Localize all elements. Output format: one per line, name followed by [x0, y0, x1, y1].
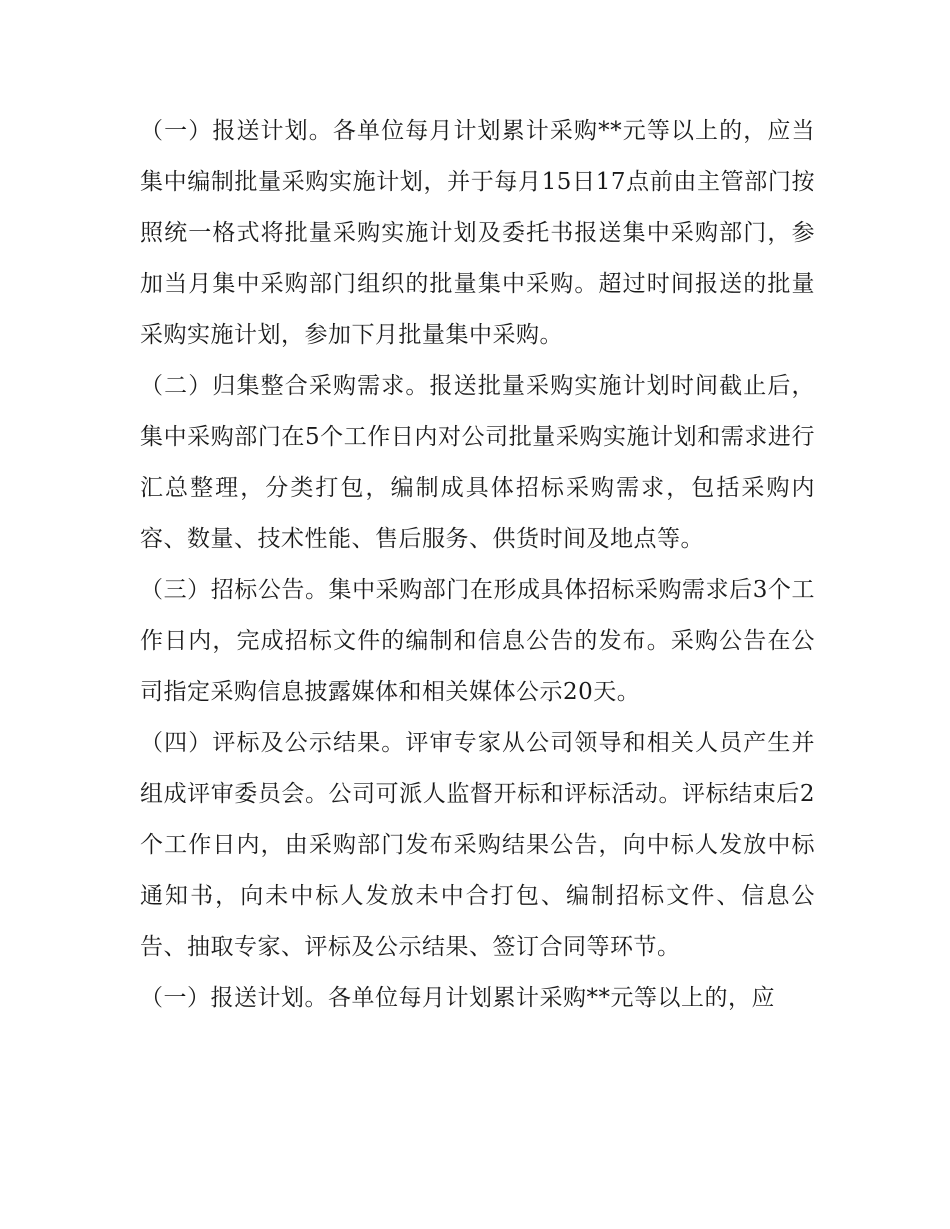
paragraph-collect-demand: （二）归集整合采购需求。报送批量采购实施计划时间截止后，集中采购部门在5个工作日内对公司批量采购实施计划和需求进行汇总整理，分类打包，编制成具体招标采购需求，包括采购内容、数量、技术性能、售后服务、供货时间及地点等。 — [140, 373, 815, 552]
paragraph-report-plan: （一）报送计划。各单位每月计划累计采购**元等以上的，应当集中编制批量采购实施计划，并于每月15日17点前由主管部门按照统一格式将批量采购实施计划及委托书报送集中采购部门，参加当月集中采购部门组织的批量集中采购。超过时间报送的批量采购实施计划，参加下月批量集中采购。 — [140, 118, 815, 348]
document-body — [140, 106, 815, 1024]
paragraph-tender-notice: （三）招标公告。集中采购部门在形成具体招标采购需求后3个工作日内，完成招标文件的编制和信息公告的发布。采购公告在公司指定采购信息披露媒体和相关媒体公示20天。 — [140, 577, 815, 705]
paragraph-evaluation-results: （四）评标及公示结果。评审专家从公司领导和相关人员产生并组成评审委员会。公司可派人监督开标和评标活动。评标结束后2个工作日内，由采购部门发布采购结果公告，向中标人发放中标通知书，向未中标人发放未中合打包、编制招标文件、信息公告、抽取专家、评标及公示结果、签订合同等环节。 — [140, 730, 815, 960]
paragraph-report-plan-repeat: （一）报送计划。各单位每月计划累计采购**元等以上的，应 — [140, 985, 775, 1011]
